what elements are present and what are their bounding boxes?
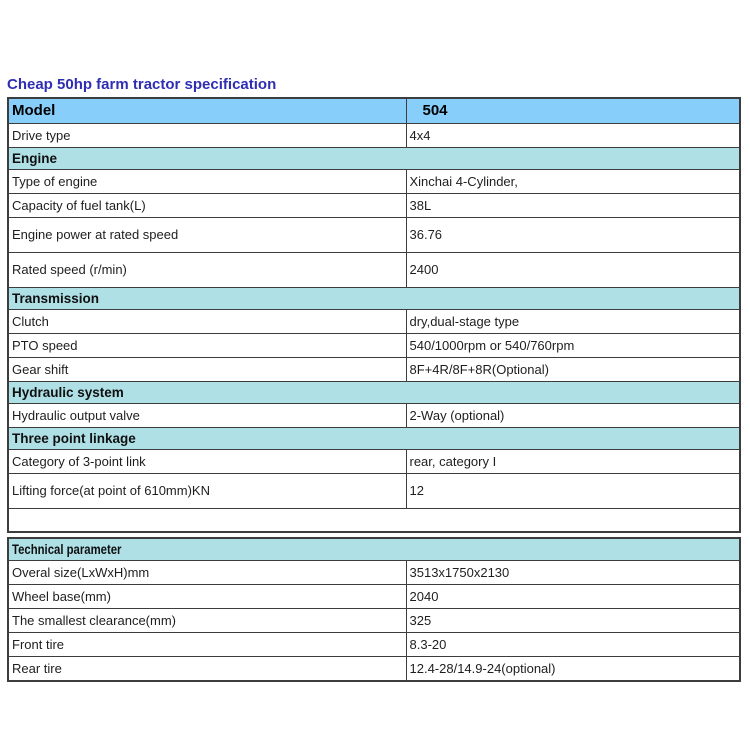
- section-title-cell: Transmission: [8, 288, 740, 310]
- spec-value-cell: 36.76: [406, 218, 740, 253]
- model-header-row: [8, 98, 740, 124]
- spec-value-cell: 540/1000rpm or 540/760rpm: [406, 334, 740, 358]
- spec-row: [8, 334, 740, 358]
- spec-label-cell: Capacity of fuel tank(L): [8, 194, 406, 218]
- section-title-cell: [8, 538, 740, 561]
- spec-row: [8, 561, 740, 585]
- spec-label-cell: Wheel base(mm): [8, 585, 406, 609]
- section-title-text: Technical parameter: [12, 541, 122, 557]
- spec-row: [8, 310, 740, 334]
- spec-label-cell: Drive type: [8, 124, 406, 148]
- section-header-row: [8, 148, 740, 170]
- section-title-cell: Three point linkage: [8, 428, 740, 450]
- spec-row: [8, 358, 740, 382]
- spec-value-cell: 12.4-28/14.9-24(optional): [406, 657, 740, 682]
- spec-table-technical: [7, 537, 741, 682]
- spec-row: [8, 253, 740, 288]
- spec-row: [8, 170, 740, 194]
- spec-label-cell: Front tire: [8, 633, 406, 657]
- spec-row: [8, 404, 740, 428]
- spec-table-main-body: [8, 98, 740, 532]
- spec-value-cell: 2040: [406, 585, 740, 609]
- spec-value-cell: 2400: [406, 253, 740, 288]
- spec-row: [8, 450, 740, 474]
- spec-value-cell: 325: [406, 609, 740, 633]
- spec-table-technical-body: [8, 538, 740, 681]
- section-title-cell: Engine: [8, 148, 740, 170]
- spec-value-cell: 3513x1750x2130: [406, 561, 740, 585]
- spec-label-cell: Gear shift: [8, 358, 406, 382]
- spec-value-cell: Xinchai 4-Cylinder,: [406, 170, 740, 194]
- spec-label-cell: Overal size(LxWxH)mm: [8, 561, 406, 585]
- spec-row: [8, 585, 740, 609]
- spec-row: [8, 633, 740, 657]
- spec-label-cell: Rated speed (r/min): [8, 253, 406, 288]
- spec-value-cell: 12: [406, 474, 740, 509]
- spec-label-cell: Category of 3-point link: [8, 450, 406, 474]
- spec-value-cell: 38L: [406, 194, 740, 218]
- section-header-row: [8, 288, 740, 310]
- spec-label-cell: Lifting force(at point of 610mm)KN: [8, 474, 406, 509]
- spec-label-cell: Hydraulic output valve: [8, 404, 406, 428]
- spec-label-cell: Model: [8, 98, 406, 124]
- spec-label-cell: PTO speed: [8, 334, 406, 358]
- spec-label-cell: The smallest clearance(mm): [8, 609, 406, 633]
- page-title: Cheap 50hp farm tractor specification: [7, 76, 277, 93]
- spec-label-cell: Rear tire: [8, 657, 406, 682]
- spec-label-cell: Engine power at rated speed: [8, 218, 406, 253]
- section-header-row: [8, 382, 740, 404]
- spec-row: [8, 124, 740, 148]
- empty-row: [8, 509, 740, 533]
- spec-value-cell: 4x4: [406, 124, 740, 148]
- spec-row: [8, 474, 740, 509]
- section-header-row: [8, 538, 740, 561]
- spec-value-cell: dry,dual-stage type: [406, 310, 740, 334]
- spec-value-cell: 504: [406, 98, 740, 124]
- spec-table-main: [7, 97, 741, 533]
- spec-row: [8, 218, 740, 253]
- spec-value-cell: rear, category I: [406, 450, 740, 474]
- spec-label-cell: Clutch: [8, 310, 406, 334]
- spec-row: [8, 657, 740, 682]
- spec-row: [8, 609, 740, 633]
- spec-label-cell: Type of engine: [8, 170, 406, 194]
- section-header-row: [8, 428, 740, 450]
- spec-row: [8, 194, 740, 218]
- spec-value-cell: 2-Way (optional): [406, 404, 740, 428]
- spec-value-cell: 8F+4R/8F+8R(Optional): [406, 358, 740, 382]
- empty-cell: [8, 509, 740, 533]
- section-title-cell: Hydraulic system: [8, 382, 740, 404]
- spec-value-cell: 8.3-20: [406, 633, 740, 657]
